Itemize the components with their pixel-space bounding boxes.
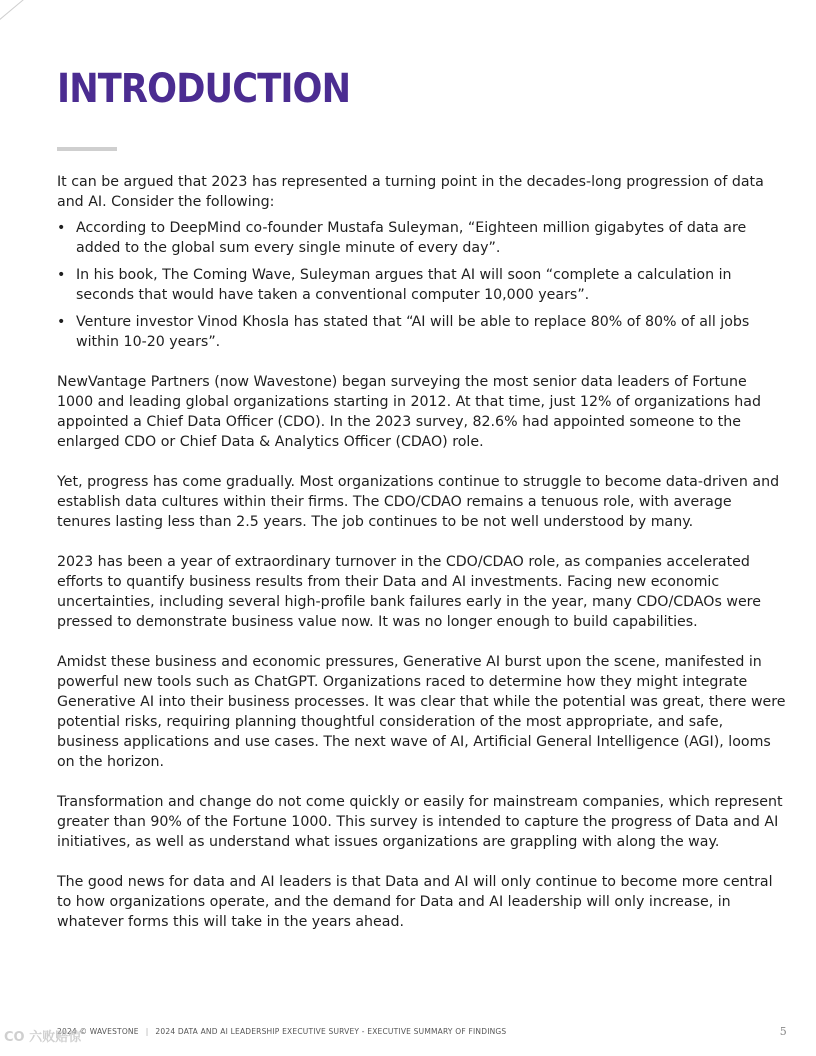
body-paragraph: Yet, progress has come gradually. Most organizations continue to struggle to become data-driven and establish data cultures within their firms. The CDO/CDAO remains a tenuous role, with average tenures lasting less than 2.5 years. The job continues to be not well understood by many. [57,474,780,530]
body-paragraph: The good news for data and AI leaders is that Data and AI will only continue to become more central to how organizations operate, and the demand for Data and AI leadership will only increase, in whatever forms this will take in the years ahead. [57,874,773,930]
bullet-text: In his book, The Coming Wave, Suleyman argues that AI will soon “complete a calculation in seconds that would have taken a conventional computer 10,000 years”. [76,267,732,303]
footer-separator: | [145,1027,149,1036]
title-underline-rule [57,147,117,151]
page-footer [57,1027,787,1039]
page-number: 5 [779,1025,787,1038]
bullet-text: According to DeepMind co-founder Mustafa Suleyman, “Eighteen million gigabytes of data are added to the global sum every single minute of every day”. [76,220,747,256]
bullet-item [57,218,787,258]
bullet-dot-icon: • [57,314,66,330]
body-paragraph: NewVantage Partners (now Wavestone) began surveying the most senior data leaders of Fortune 1000 and leading global organizations starting in 2012. At that time, just 12% of organizations had appointed a Chief Data Officer (CDO). In the 2023 survey, 82.6% had appointed someone to the enlarged CDO or Chief Data & Analytics Officer (CDAO) role. [57,374,761,450]
body-content [57,172,787,952]
body-paragraph: Transformation and change do not come quickly or easily for mainstream companies, which represent greater than 90% of the Fortune 1000. This survey is intended to capture the progress of Data and AI initiatives, as well as understand what issues organizations are grappling with along the way. [57,794,783,850]
body-paragraph: Amidst these business and economic pressures, Generative AI burst upon the scene, manifested in powerful new tools such as ChatGPT. Organizations raced to determine how they might integrate Generative AI into their business processes. It was clear that while the potential was great, there were potential risks, requiring planning thoughtful consideration of the most appropriate, and safe, business applications and use cases. The next wave of AI, Artificial General Intelligence (AGI), looms on the horizon. [57,654,786,770]
footer-copyright: 2024 © WAVESTONE [57,1027,139,1036]
bullet-list [57,218,787,352]
page-title: INTRODUCTION [57,66,351,112]
intro-paragraph: It can be argued that 2023 has represented a turning point in the decades-long progression of data and AI. Consider the following: [57,174,764,210]
bullet-item [57,312,787,352]
bullet-text: Venture investor Vinod Khosla has stated that “AI will be able to replace 80% of 80% of all jobs within 10-20 years”. [76,314,750,350]
body-paragraph: 2023 has been a year of extraordinary turnover in the CDO/CDAO role, as companies accelerated efforts to quantify business results from their Data and AI investments. Facing new economic uncertainties, including several high-profile bank failures early in the year, many CDO/CDAOs were pressed to demonstrate business value now. It was no longer enough to build capabilities. [57,554,761,630]
corner-decorative-line [0,0,93,45]
bullet-item [57,265,787,305]
footer-report-title: 2024 DATA AND AI LEADERSHIP EXECUTIVE SURVEY - EXECUTIVE SUMMARY OF FINDINGS [155,1027,507,1036]
bullet-dot-icon: • [57,267,66,283]
bullet-dot-icon: • [57,220,66,236]
watermark: CO 六败赔惊 [4,1030,82,1045]
